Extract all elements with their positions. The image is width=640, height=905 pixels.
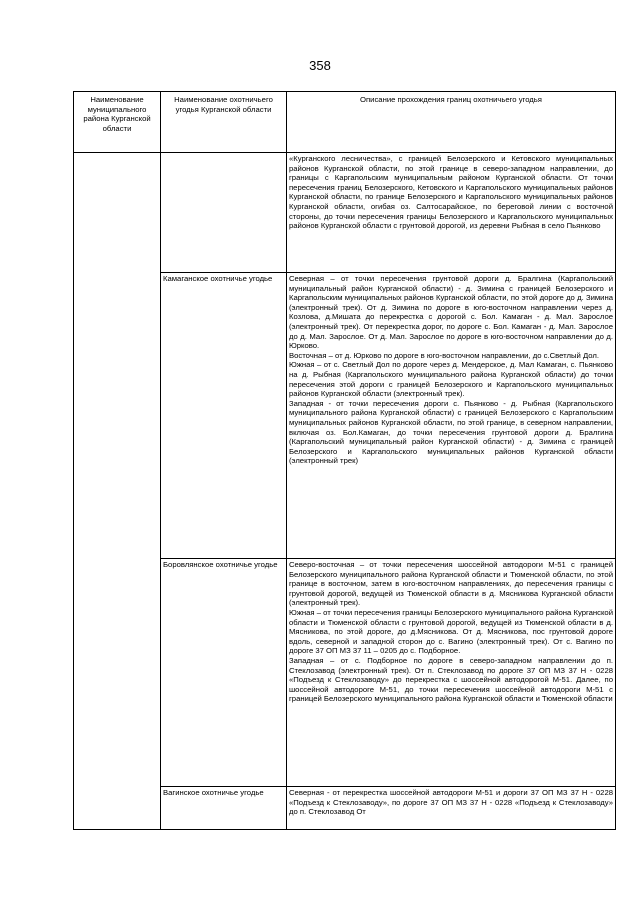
table-header-row [74, 92, 616, 153]
hunting-grounds-table [73, 91, 616, 830]
boundary-description [287, 273, 616, 559]
hunting-ground-name: Боровлянское охотничье угодье [161, 559, 287, 787]
description-paragraph: «Курганского лесничества», с границей Белозерского и Кетовского муниципальных районов Курганской области, по этой границе в северо-западном направлении, до границы с Каргапольским муниципальным районом Курганской области. От точки пересечения границ Белозерского, Кетовского и Каргапольского муниципальных районов Курганской области, по границе Белозерского и Каргапольского муниципальных районов Курганской области, огибая оз. Салтосарайское, по береговой линии с восточной стороны, до точки пересечения границы Белозерского и Каргапольского муниципальных районов Курганской области с грунтовой дорогой, из деревни Рыбная в село Пьянково [289, 154, 613, 231]
boundary-description [287, 153, 616, 273]
hunting-ground-name: Вагинское охотничье угодье [161, 787, 287, 830]
description-paragraph: Западная – от с. Подборное по дороге в северо-западном направлении до п. Стеклозавод (электронный трек). От п. Стеклозавод по дороге 37 ОП МЗ 37 Н - 0228 «Подъезд к Стеклозаводу» до перекрестка с шоссейной автодорогой М-51. Далее, по шоссейной автодороге М-51, до точки пересечения шоссейной автодороги М-51 с границей Белозерского муниципального района Курганской области и Тюменской области [289, 655, 613, 704]
district-cell [74, 153, 161, 830]
boundary-description [287, 559, 616, 787]
header-hunting-ground: Наименование охотничьего угодья Курганской области [161, 92, 287, 153]
description-paragraph: Северная - от перекрестка шоссейной автодороги М-51 и дороги 37 ОП МЗ 37 Н - 0228 «Подъезд к Стеклозаводу», по дороге 37 ОП МЗ 37 Н - 0228 «Подъезд к Стеклозаводу» до п. Стеклозавод От [289, 788, 613, 817]
description-paragraph: Южная – от с. Светлый Дол по дороге через д. Мендерское, д. Мал Камаган, с. Пьянково на д. Рыбная (Каргапольского муниципального района Курганской области) до точки пересечения этой дороги с границей Белозерского и Каргапольского муниципальных районов Курганской области (электронный трек). [289, 360, 613, 399]
description-paragraph: Восточная – от д. Юрково по дороге в юго-восточном направлении, до с.Светлый Дол. [289, 350, 599, 360]
hunting-ground-name [161, 153, 287, 273]
table-row [74, 153, 616, 273]
description-paragraph: Южная – от точки пересечения границы Белозерского муниципального района Курганской области и Тюменской области с грунтовой дорогой, ведущей из Тюменской области в д. Мясникова, по этой дороге, до д.Мясникова. От д. Мясникова, пос грунтовой дороге вдоль, северной и западной сторон до с. Вагино (электронный трек). От с. Вагино по дороге 37 ОП МЗ 37 11 – 0205 до с. Подборное. [289, 607, 613, 656]
description-paragraph: Северо-восточная – от точки пересечения шоссейной автодороги М-51 с границей Белозерского муниципального района Курганской области и Тюменской области, по этой границе в восточном, затем в юго-восточном направлениях, до пересечения границы с грунтовой дорогой, ведущей из Тюменской области в д. Мясникова Курганской области (электронный трек). [289, 560, 613, 608]
header-boundary-description: Описание прохождения границ охотничьего угодья [287, 92, 616, 153]
hunting-ground-name: Камаганское охотничье угодье [161, 273, 287, 559]
description-paragraph: Северная – от точки пересечения грунтовой дороги д. Бралгина (Каргапольский муниципальный район Курганской области) - д. Зимина с границей Белозерского и Каргапольским муниципальных районов Курганской области, по этой дороге до д. Зимина (электронный трек). От д. Зимина по дороге в юго-восточном направлении через д. Козлова, д.Мишата до перекрестка с дорогой с. Бол. Камаган - д. Мал. Зарослое (электронный трек). От перекрестка дорог, по дороге с. Бол. Камаган - д. Мал. Зарослое до д. Мал. Зарослое. От д. Мал. Зарослое по дороге в юго-восточном направлении до д. Юрково. [289, 274, 613, 351]
page-number: 358 [309, 58, 331, 73]
header-district: Наименование муниципального района Курганской области [74, 92, 161, 153]
boundary-description [287, 787, 616, 830]
description-paragraph: Западная - от точки пересечения дороги с. Пьянково - д. Рыбная (Каргапольского муниципального района Курганской области) с границей Белозерского с Каргапольским муниципальных районов Курганской области, по этой границе, в северном направлении, включая оз. Бол.Камаган, до точки пересечения грунтовой дороги д. Бралгина (Каргапольский муниципальный район Курганской области) - д. Зимина с границей Белозерского и Каргапольского муниципальных районов Курганской области (электронный трек) [289, 398, 613, 466]
